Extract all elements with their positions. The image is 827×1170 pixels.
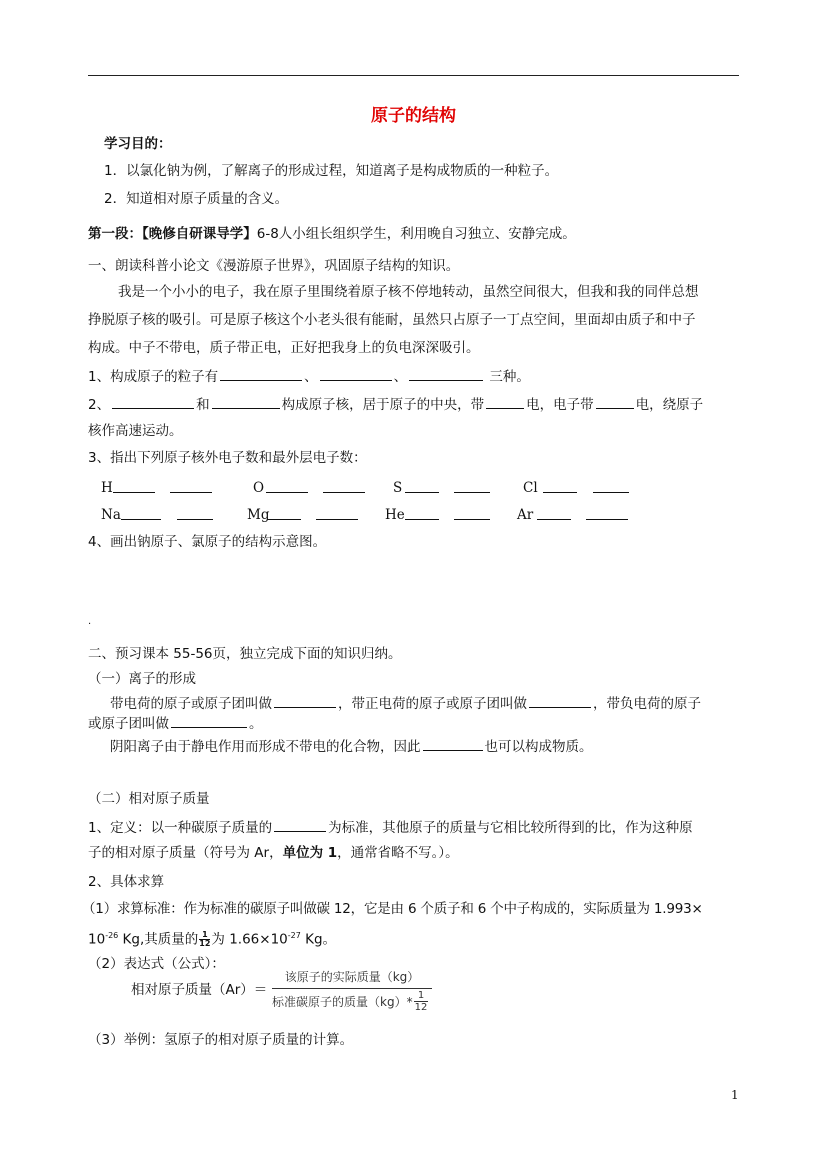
ion2-a: 阴阳离子由于静电作用而形成不带电的化合物，因此 xyxy=(110,739,421,755)
blank-o-outer[interactable] xyxy=(323,478,365,493)
element-he: He xyxy=(385,507,405,523)
q2-prefix: 2、 xyxy=(88,397,111,413)
blank-he-electrons[interactable] xyxy=(405,505,439,520)
one-twelfth-fraction xyxy=(199,931,210,948)
ion-line-2 xyxy=(88,713,263,734)
blank-cl-electrons[interactable] xyxy=(543,478,577,493)
q2-blank-3[interactable] xyxy=(486,394,524,409)
std-exp-2: -27 xyxy=(287,931,301,940)
stray-dot: . xyxy=(88,616,92,627)
ion-line-3 xyxy=(110,736,593,757)
formula-left: 相对原子质量（Ar）＝ xyxy=(131,982,268,998)
essay-line-2: 挣脱原子核的吸引。可是原子核这个小老头很有能耐，虽然只占原子一丁点空间，里面却由质子和中子 xyxy=(88,312,696,328)
q2-and: 和 xyxy=(196,397,210,413)
def-a: 1、定义：以一种碳原子质量的 xyxy=(88,820,273,836)
part2-heading: 二、预习课本 55-56页，独立完成下面的知识归纳。 xyxy=(88,646,402,662)
q1-sep: 、 xyxy=(304,369,318,385)
formula-one-twelfth xyxy=(414,990,428,1013)
q2-e2: 电，绕原子 xyxy=(635,397,704,413)
ion-subheading: （一）离子的形成 xyxy=(88,671,196,687)
q1-suffix: 三种。 xyxy=(489,369,530,385)
blank-cl-outer[interactable] xyxy=(593,478,629,493)
element-s: S xyxy=(393,480,403,496)
frac-den: 12 xyxy=(199,939,211,948)
def2-a: 子的相对原子质量（符号为 Ar， xyxy=(88,845,283,861)
ion-blank-2[interactable] xyxy=(529,693,591,708)
ion-d: 或原子团叫做 xyxy=(88,716,169,732)
element-mg: Mg xyxy=(247,507,270,523)
formula-den-num: 1 xyxy=(414,990,428,1002)
ion-blank-1[interactable] xyxy=(274,693,336,708)
blank-he-outer[interactable] xyxy=(454,505,490,520)
page-title: 原子的结构 xyxy=(371,106,456,126)
element-na: Na xyxy=(101,507,121,523)
formula-denominator: 标准碳原子的质量（kg）* xyxy=(272,995,413,1009)
blank-ar-electrons[interactable] xyxy=(537,505,571,520)
question-2 xyxy=(88,394,703,415)
element-ar: Ar xyxy=(517,507,534,523)
formula-numerator: 该原子的实际质量（kg） xyxy=(284,970,420,984)
ion-a: 带电荷的原子或原子团叫做 xyxy=(110,696,272,712)
q2-mid: 构成原子核，居于原子的中央，带 xyxy=(281,397,485,413)
definition-line-1 xyxy=(88,817,693,838)
std-d: Kg。 xyxy=(300,931,337,948)
question-1 xyxy=(88,366,530,387)
q2-blank-1[interactable] xyxy=(112,394,194,409)
std-10: 10 xyxy=(88,931,106,948)
standard-line-1: （1）求算标准：作为标准的碳原子叫做碳 12，它是由 6 个质子和 6 个中子构成的，实际质量为 1.993× xyxy=(82,901,703,917)
q1-sep: 、 xyxy=(393,369,408,385)
q1-blank-1[interactable] xyxy=(220,366,302,381)
objectives-heading: 学习目的： xyxy=(104,136,172,152)
calc-heading: 2、具体求算 xyxy=(88,874,165,890)
ion-blank-4[interactable] xyxy=(423,736,483,751)
q2-e1: 电，电子带 xyxy=(526,397,594,413)
ion-e: 。 xyxy=(249,716,263,732)
def2-b: ，通常省略不写。）。 xyxy=(337,845,459,861)
blank-ar-outer[interactable] xyxy=(586,505,628,520)
frac-num: 1 xyxy=(199,931,210,940)
std-b: Kg,其质量的 xyxy=(118,931,199,948)
part1-heading: 一、朗读科普小论文《漫游原子世界》，巩固原子结构的知识。 xyxy=(88,258,460,274)
def-b: 为标准，其他原子的质量与它相比较所得到的比，作为这种原 xyxy=(328,820,693,836)
expression-heading: （2）表达式（公式）： xyxy=(88,956,225,972)
q1-blank-2[interactable] xyxy=(320,366,392,381)
blank-mg-outer[interactable] xyxy=(316,505,358,520)
element-o: O xyxy=(253,480,265,496)
example-line: （3）举例：氢原子的相对原子质量的计算。 xyxy=(88,1032,354,1048)
blank-o-electrons[interactable] xyxy=(266,478,308,493)
def-blank[interactable] xyxy=(274,817,326,832)
blank-mg-electrons[interactable] xyxy=(267,505,301,520)
element-cl: Cl xyxy=(523,480,538,496)
q2-blank-2[interactable] xyxy=(212,394,280,409)
blank-na-outer[interactable] xyxy=(177,505,213,520)
ion-c: ，带负电荷的原子 xyxy=(593,696,701,712)
std-exp-1: -26 xyxy=(105,931,119,940)
question-3: 3、指出下列原子核外电子数和最外层电子数： xyxy=(88,450,367,466)
std-c: 为 1.66×10 xyxy=(211,931,288,948)
objective-2: 2．知道相对原子质量的含义。 xyxy=(104,191,289,207)
q2-blank-4[interactable] xyxy=(596,394,634,409)
ion-b: ，带正电荷的原子或原子团叫做 xyxy=(338,696,527,712)
def2-bold: 单位为 1 xyxy=(282,845,338,861)
blank-h-electrons[interactable] xyxy=(113,478,155,493)
formula-den-den: 12 xyxy=(414,1002,428,1013)
objective-1: 1．以氯化钠为例，了解离子的形成过程，知道离子是构成物质的一种粒子。 xyxy=(104,163,559,179)
element-h: H xyxy=(101,480,113,496)
page-number: 1 xyxy=(731,1088,739,1102)
essay-line-1: 我是一个小小的电子，我在原子里围绕着原子核不停地转动，虽然空间很大，但我和我的同伴总想 xyxy=(118,284,699,300)
ion-blank-3[interactable] xyxy=(171,713,247,728)
stage1-line xyxy=(88,224,576,244)
stage1-text: 6-8人小组长组织学生，利用晚自习独立、安静完成。 xyxy=(256,226,576,242)
mass-subheading: （二）相对原子质量 xyxy=(88,791,210,807)
q1-blank-3[interactable] xyxy=(409,366,483,381)
definition-line-2 xyxy=(88,843,459,863)
blank-na-electrons[interactable] xyxy=(121,505,161,520)
blank-s-electrons[interactable] xyxy=(405,478,439,493)
blank-s-outer[interactable] xyxy=(454,478,490,493)
essay-line-3: 构成。中子不带电，质子带正电，正好把我身上的负电深深吸引。 xyxy=(88,340,480,356)
ion2-b: 也可以构成物质。 xyxy=(484,739,593,755)
question-4: 4、画出钠原子、氯原子的结构示意图。 xyxy=(88,534,327,550)
formula-fraction-bar xyxy=(272,988,432,989)
q1-prefix: 1、构成原子的粒子有 xyxy=(88,369,219,385)
ion-line-1 xyxy=(110,693,701,714)
standard-line-2 xyxy=(88,926,336,950)
stage1-label: 第一段：【晚修自研课导学】 xyxy=(88,226,257,242)
question-2-line-2: 核作高速运动。 xyxy=(88,423,183,439)
header-rule xyxy=(88,75,739,76)
blank-h-outer[interactable] xyxy=(170,478,212,493)
